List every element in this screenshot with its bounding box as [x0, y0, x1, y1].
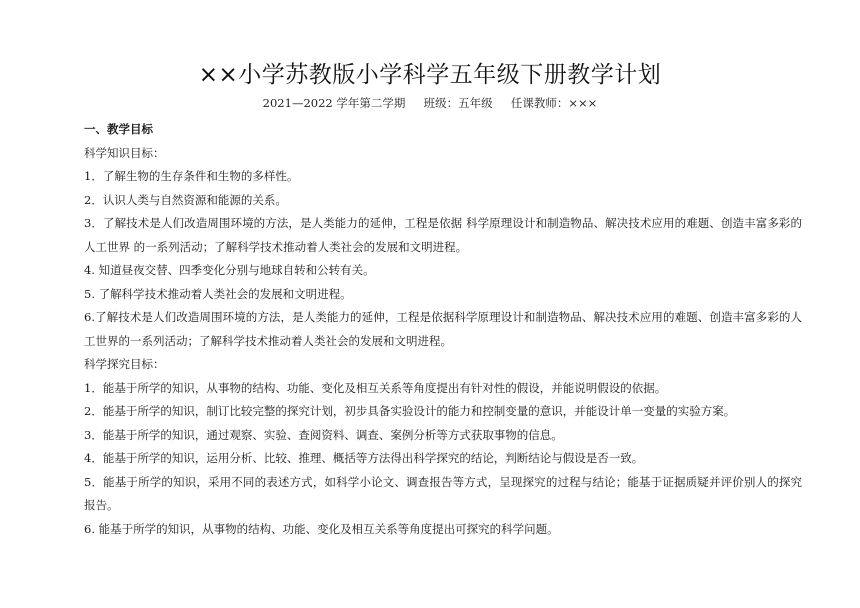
- knowledge-item-2: 2．认识人类与自然资源和能源的关系。: [84, 192, 287, 207]
- knowledge-item-4: 4. 知道昼夜交替、四季变化分别与地球自转和公转有关。: [84, 263, 375, 277]
- knowledge-item-5: 5. 了解科学技术推动着人类社会的发展和文明进程。: [84, 286, 352, 301]
- knowledge-goals-heading: 科学知识目标：: [84, 145, 165, 160]
- inquiry-item-6: 6. 能基于所学的知识，从事物的结构、功能、变化及相互关系等角度提出可探究的科学问题。: [84, 521, 559, 536]
- knowledge-item-6: 6.了解技术是人们改造周围环境的方法，是人类能力的延伸，工程是依据科学原理设计和制造物品、解决技术应用的难题、创造丰富多彩的人工世界的一系列活动；了解科学技术推动着人类社会的发展和文明进程。: [84, 310, 802, 348]
- document-title: ××小学苏教版小学科学五年级下册教学计划: [198, 62, 662, 88]
- inquiry-item-4: 4．能基于所学的知识，运用分析、比较、推理、概括等方法得出科学探究的结论，判断结论与假设是否一致。: [84, 451, 644, 465]
- inquiry-item-1: 1．能基于所学的知识，从事物的结构、功能、变化及相互关系等角度提出有针对性的假设，并能说明假设的依据。: [84, 380, 667, 395]
- inquiry-item-2: 2．能基于所学的知识，制订比较完整的探究计划，初步具备实验设计的能力和控制变量的意识，并能设计单一变量的实验方案。: [84, 404, 736, 418]
- knowledge-item-1: 1．了解生物的生存条件和生物的多样性。: [84, 169, 299, 183]
- inquiry-item-3: 3．能基于所学的知识，通过观察、实验、查阅资料、调查、案例分析等方式获取事物的信息。: [84, 427, 563, 442]
- document-subtitle: 2021—2022 学年第二学期 班级：五年级 任课教师：×××: [262, 96, 598, 110]
- knowledge-item-3: 3．了解技术是人们改造周围环境的方法，是人类能力的延伸，工程是依据 科学原理设计和制造物品、解决技术应用的难题、创造丰富多彩的人工世界 的一系列活动；了解科学技术推动着人类社会的发展和文明进程。: [84, 216, 802, 254]
- inquiry-goals-heading: 科学探究目标：: [84, 357, 165, 371]
- document-body: [84, 118, 802, 541]
- section-heading-teaching-goals: 一、教学目标: [84, 122, 153, 136]
- inquiry-item-5: 5．能基于所学的知识，采用不同的表述方式，如科学小论文、调查报告等方式，呈现探究的过程与结论；能基于证据质疑并评价别人的探究报告。: [84, 474, 802, 512]
